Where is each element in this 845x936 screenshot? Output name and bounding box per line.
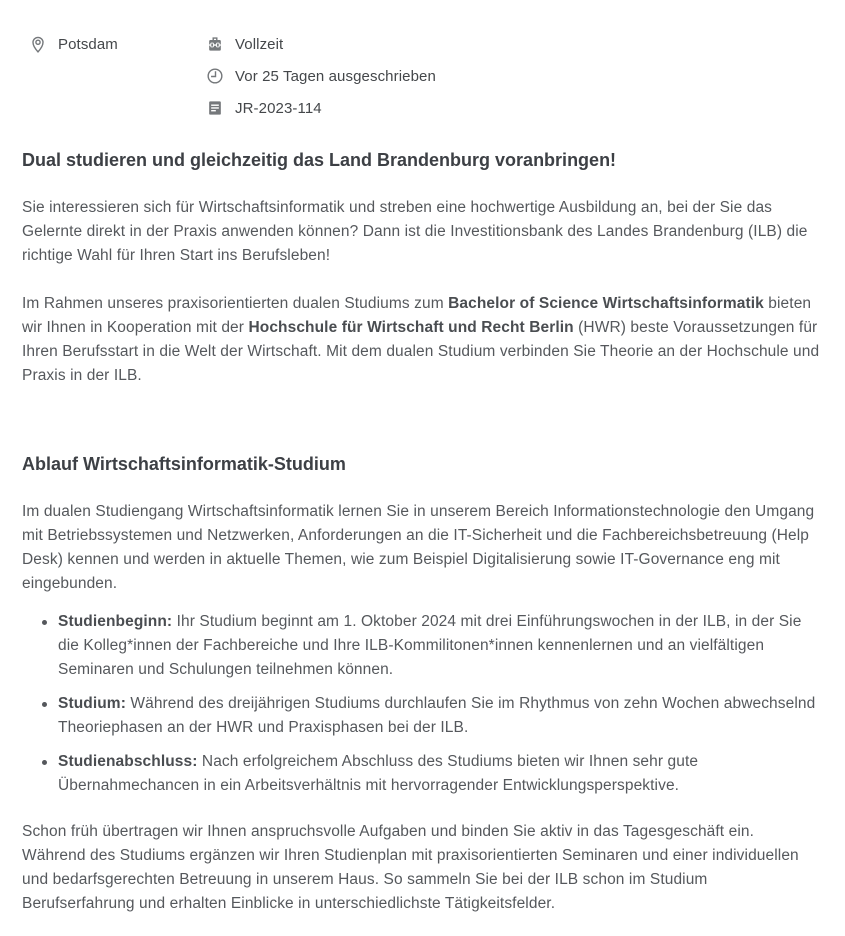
ablauf-heading: Ablauf Wirtschaftsinformatik-Studium — [22, 454, 346, 474]
bullet-studium-text: Während des dreijährigen Studiums durchlaufen Sie im Rhythmus von zehn Wochen abwechselnd Theoriephasen an der HWR und Praxisphasen bei der ILB. — [58, 695, 816, 736]
job-posted-row — [199, 60, 821, 92]
ablauf-paragraph: Im dualen Studiengang Wirtschaftsinformatik lernen Sie in unserem Bereich Informationstechnologie den Umgang mit Betriebssystemen und Netzwerken, Anforderungen an die IT-Sicherheit und die Fachbereichsbetreuung (Help Desk) kennen und werden in aktuelle Themen, wie zum Beispiel Digitalisierung sowie IT-Governance eng mit eingebunden. — [22, 503, 815, 592]
job-employment-type-row — [199, 28, 821, 60]
briefcase-icon — [205, 34, 225, 54]
bullet-studienabschluss — [22, 750, 821, 798]
document-icon — [205, 98, 225, 118]
closing-paragraph: Schon früh übertragen wir Ihnen anspruchsvolle Aufgaben und binden Sie aktiv in das Tagesgeschäft ein. Während des Studiums ergänzen wir Ihren Studienplan mit praxisorientierten Seminaren und einer individuellen und bedarfsgerechten Betreuung in unserem Haus. So sammeln Sie bei der ILB schon im Studium Berufserfahrung und erhalten Einblicke in unterschiedlichste Tätigkeitsfelder. — [22, 823, 799, 912]
location-pin-icon — [28, 34, 48, 54]
job-employment-type-label: Vollzeit — [235, 35, 284, 53]
clock-icon — [205, 66, 225, 86]
intro-paragraph-2: Im Rahmen unseres praxisorientierten dualen Studiums zum Bachelor of Science Wirtschaftsinformatik bieten wir Ihnen in Kooperation mit der Hochschule für Wirtschaft und Recht Berlin (HWR) beste Voraussetzungen für Ihren Berufsstart in die Welt der Wirtschaft. Mit dem dualen Studium verbinden Sie Theorie an der Hochschule und Praxis in der ILB. — [22, 295, 820, 384]
ablauf-bullet-list — [22, 610, 821, 798]
intro-heading: Dual studieren und gleichzeitig das Land Brandenburg voranbringen! — [22, 150, 617, 170]
intro-paragraph-1: Sie interessieren sich für Wirtschaftsinformatik und streben eine hochwertige Ausbildung an, bei der Sie das Gelernte direkt in der Praxis anwenden können? Dann ist die Investitionsbank des Landes Brandenburg (ILB) die richtige Wahl für Ihren Start ins Berufsleben! — [22, 199, 808, 264]
job-requisition-id-row — [199, 92, 821, 124]
bullet-studienbeginn-text: Ihr Studium beginnt am 1. Oktober 2024 mit drei Einführungswochen in der ILB, in der Sie die Kolleg*innen der Fachbereiche und Ihre ILB-Kommilitonen*innen kennenlernen und an vielfältigen Seminaren und Schulungen teilnehmen können. — [58, 613, 802, 678]
job-meta-details-column — [199, 28, 821, 124]
job-requisition-id-label: JR-2023-114 — [235, 99, 322, 117]
job-meta-header — [22, 28, 821, 124]
bullet-studienbeginn — [22, 610, 821, 682]
job-meta-location-column — [22, 28, 199, 60]
job-posted-label: Vor 25 Tagen ausgeschrieben — [235, 67, 436, 85]
bullet-studium-label: Studium: — [58, 695, 126, 712]
job-location-row — [22, 28, 199, 60]
bullet-studienabschluss-label: Studienabschluss: — [58, 753, 198, 770]
bullet-studium — [22, 692, 821, 740]
bullet-studienbeginn-label: Studienbeginn: — [58, 613, 173, 630]
bullet-studienabschluss-text: Nach erfolgreichem Abschluss des Studiums bieten wir Ihnen sehr gute Übernahmechancen in ein Arbeitsverhältnis mit hervorragender Entwicklungsperspektive. — [58, 753, 699, 794]
job-location-label: Potsdam — [58, 35, 118, 53]
job-description-body — [22, 148, 821, 916]
